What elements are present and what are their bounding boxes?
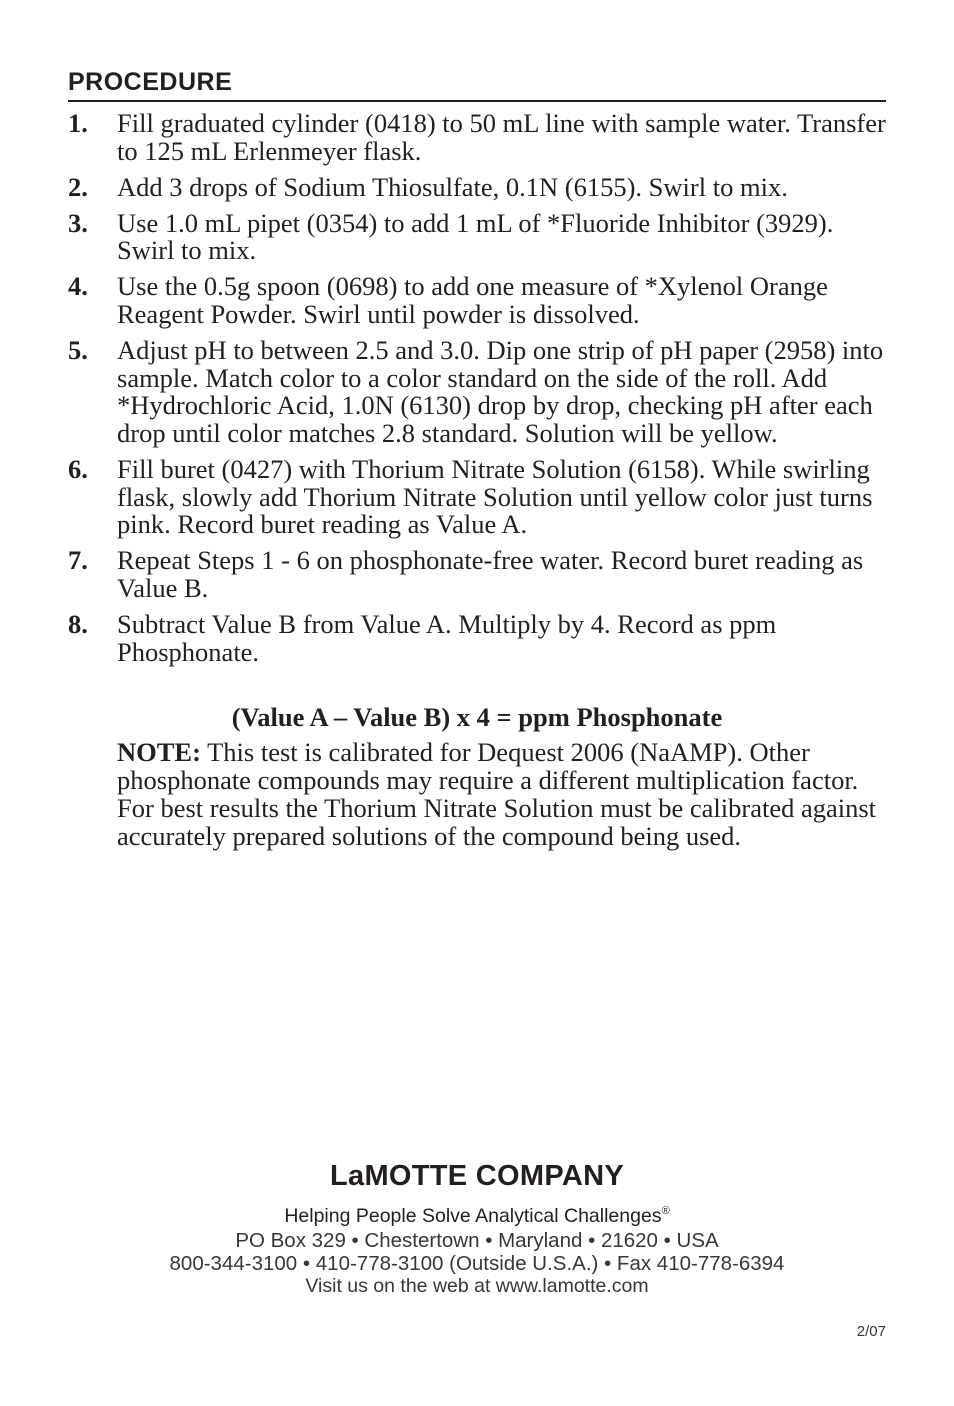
procedure-steps [68, 110, 892, 675]
step-number: 1. [68, 108, 88, 138]
company-address: PO Box 329 • Chestertown • Maryland • 21620 • USA [235, 1229, 719, 1252]
step-text: Fill buret (0427) with Thorium Nitrate Solution (6158). While swirling flask, slowly add Thorium Nitrate Solution until yellow color just turns pink. Record buret reading as Value A. [117, 454, 873, 540]
step-text: Fill graduated cylinder (0418) to 50 mL line with sample water. Transfer to 125 mL Erlenmeyer flask. [117, 108, 886, 166]
note-label: NOTE: [117, 737, 201, 767]
step-number: 3. [68, 207, 88, 238]
procedure-step [68, 110, 892, 165]
step-text: Use the 0.5g spoon (0698) to add one measure of *Xylenol Orange Reagent Powder. Swirl until powder is dissolved. [117, 271, 828, 330]
company-phone: 800-344-3100 • 410-778-3100 (Outside U.S.A.) • Fax 410-778-6394 [169, 1252, 785, 1275]
company-website: Visit us on the web at www.lamotte.com [305, 1275, 649, 1297]
step-number: 6. [68, 454, 88, 485]
procedure-step [68, 273, 892, 328]
step-number: 8. [68, 609, 88, 639]
revision-date: 2/07 [856, 1323, 886, 1340]
company-slogan [0, 1198, 954, 1229]
heading-divider [68, 100, 886, 102]
note-text: This test is calibrated for Dequest 2006 (NaAMP). Other phosphonate compounds may require a different multiplication factor. For best results the Thorium Nitrate Solution must be calibrated against accurately prepared solutions of the compound being used. [117, 737, 877, 851]
procedure-step [68, 207, 892, 266]
page-heading: PROCEDURE [68, 68, 233, 96]
note-paragraph [117, 738, 889, 850]
step-text: Subtract Value B from Value A. Multiply by 4. Record as ppm Phosphonate. [117, 609, 777, 667]
step-text: Repeat Steps 1 - 6 on phosphonate-free water. Record buret reading as Value B. [117, 545, 864, 603]
step-number: 5. [68, 335, 88, 366]
procedure-step [68, 456, 892, 539]
step-number: 4. [68, 271, 88, 302]
calculation-formula: (Value A – Value B) x 4 = ppm Phosphonate [231, 702, 723, 732]
procedure-step [68, 547, 892, 602]
step-number: 7. [68, 545, 88, 576]
step-text: Adjust pH to between 2.5 and 3.0. Dip one strip of pH paper (2958) into sample. Match color to a color standard on the side of the roll. Add *Hydrochloric Acid, 1.0N (6130) drop by drop, checking pH after each drop until color matches 2.8 standard. Solution will be yellow. [117, 335, 884, 448]
step-text: Add 3 drops of Sodium Thiosulfate, 0.1N (6155). Swirl to mix. [117, 171, 788, 202]
slogan-text: Helping People Solve Analytical Challenges [284, 1205, 662, 1227]
procedure-step [68, 337, 892, 447]
procedure-step [68, 171, 892, 202]
registered-mark: ® [661, 1205, 670, 1217]
procedure-step [68, 611, 892, 666]
step-number: 2. [68, 171, 88, 202]
company-name: LaMOTTE COMPANY [330, 1160, 624, 1192]
step-text: Use 1.0 mL pipet (0354) to add 1 mL of *Fluoride Inhibitor (3929). Swirl to mix. [117, 207, 834, 266]
